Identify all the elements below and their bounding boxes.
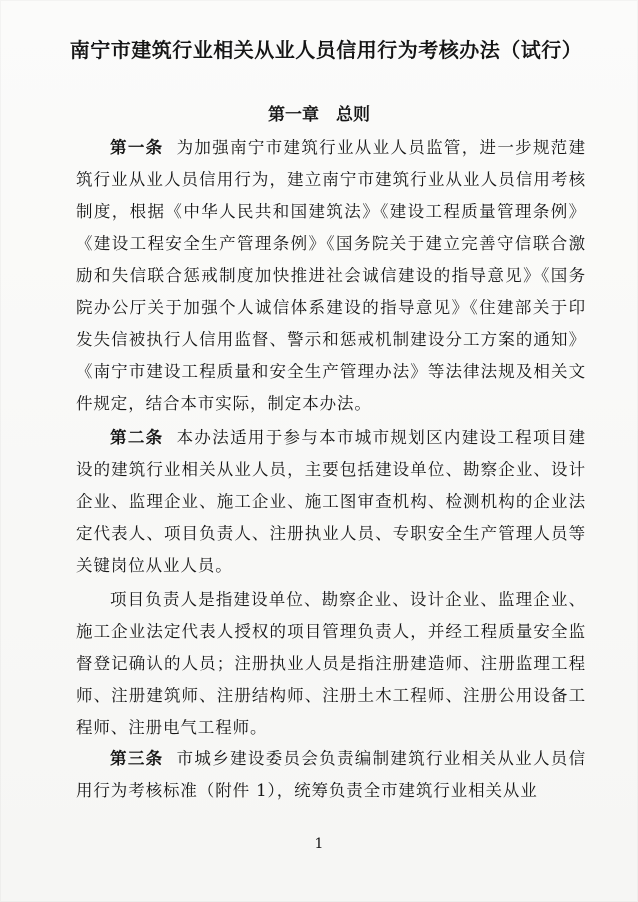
article-1-label: 第一条 bbox=[110, 138, 164, 157]
definition-text: 项目负责人是指建设单位、勘察企业、设计企业、监理企业、施工企业法定代表人授权的项目管理负责人，并经工程质量安全监督登记确认的人员；注册执业人员是指注册建造师、注册监理工程师、注册建筑师、注册结构师、注册土木工程师、注册公用设备工程师、注册电气工程师。 bbox=[76, 590, 586, 737]
article-2-label: 第二条 bbox=[110, 428, 164, 447]
article-2-paragraph bbox=[76, 422, 586, 582]
definition-paragraph bbox=[76, 584, 586, 744]
article-3-paragraph bbox=[76, 743, 586, 807]
page-number: 1 bbox=[314, 836, 324, 852]
article-2-text: 本办法适用于参与本市城市规划区内建设工程项目建设的建筑行业相关从业人员，主要包括建设单位、勘察企业、设计企业、监理企业、施工企业、施工图审查机构、检测机构的企业法定代表人、项目负责人、注册执业人员、专职安全生产管理人员等关键岗位从业人员。 bbox=[76, 428, 587, 575]
article-3-text: 市城乡建设委员会负责编制建筑行业相关从业人员信用行为考核标准（附件 1），统筹负责全市建筑行业相关从业 bbox=[76, 749, 587, 800]
article-1-text: 为加强南宁市建筑行业从业人员监管，进一步规范建筑行业从业人员信用行为，建立南宁市建筑行业从业人员信用考核制度，根据《中华人民共和国建筑法》《建设工程质量管理条例》《建设工程安全生产管理条例》《国务院关于建立完善守信联合激励和失信联合惩戒制度加快推进社会诚信建设的指导意见》《国务院办公厅关于加强个人诚信体系建设的指导意见》《住建部关于印发失信被执行人信用监督、警示和惩戒机制建设分工方案的通知》《南宁市建设工程质量和安全生产管理办法》等法律法规及相关文件规定，结合本市实际，制定本办法。 bbox=[76, 138, 587, 413]
document-title: 南宁市建筑行业相关从业人员信用行为考核办法（试行） bbox=[69, 38, 583, 62]
article-1-paragraph bbox=[76, 132, 586, 420]
chapter-title: 第一章 总则 bbox=[268, 105, 370, 125]
article-3-label: 第三条 bbox=[110, 749, 164, 768]
